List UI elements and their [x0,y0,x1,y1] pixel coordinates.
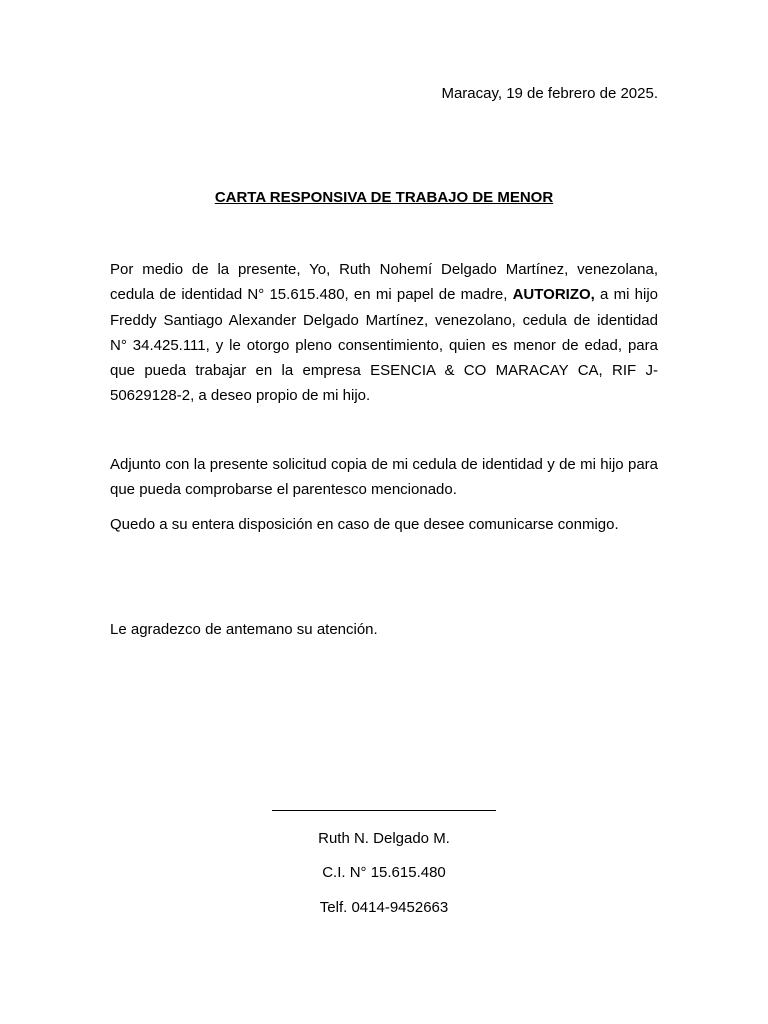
signer-name: Ruth N. Delgado M. [318,830,450,847]
signature-line [272,810,496,811]
availability-paragraph: Quedo a su entera disposición en caso de que desee comunicarse conmigo. [110,516,619,533]
thanks-paragraph: Le agradezco de antemano su atención. [110,621,378,638]
attachment-paragraph: Adjunto con la presente solicitud copia de mi cedula de identidad y de mi hijo para que pueda comprobarse el parentesco mencionado. [110,456,658,499]
signer-phone: Telf. 0414-9452663 [319,899,449,916]
letter-title: CARTA RESPONSIVA DE TRABAJO DE MENOR [214,189,554,206]
authorization-text-end: a mi hijo Freddy Santiago Alexander Delgado Martínez, venezolano, cedula de identidad N° 34.425.111, y le otorgo pleno consentimiento, quien es menor de edad, para que pueda trabajar en la empresa ESENCIA & CO MARACAY CA, RIF J-50629128-2, a deseo propio de mi hijo. [110,286,658,405]
authorization-text-start: Por medio de la presente, Yo, Ruth Nohemí Delgado Martínez, venezolana, cedula de identidad N° 15.615.480, en mi papel de madre, [110,261,658,304]
signer-id-number: C.I. N° 15.615.480 [322,864,446,881]
date-line: Maracay, 19 de febrero de 2025. [441,85,658,102]
authorization-paragraph [110,257,658,409]
authorization-keyword: AUTORIZO, [512,286,595,304]
